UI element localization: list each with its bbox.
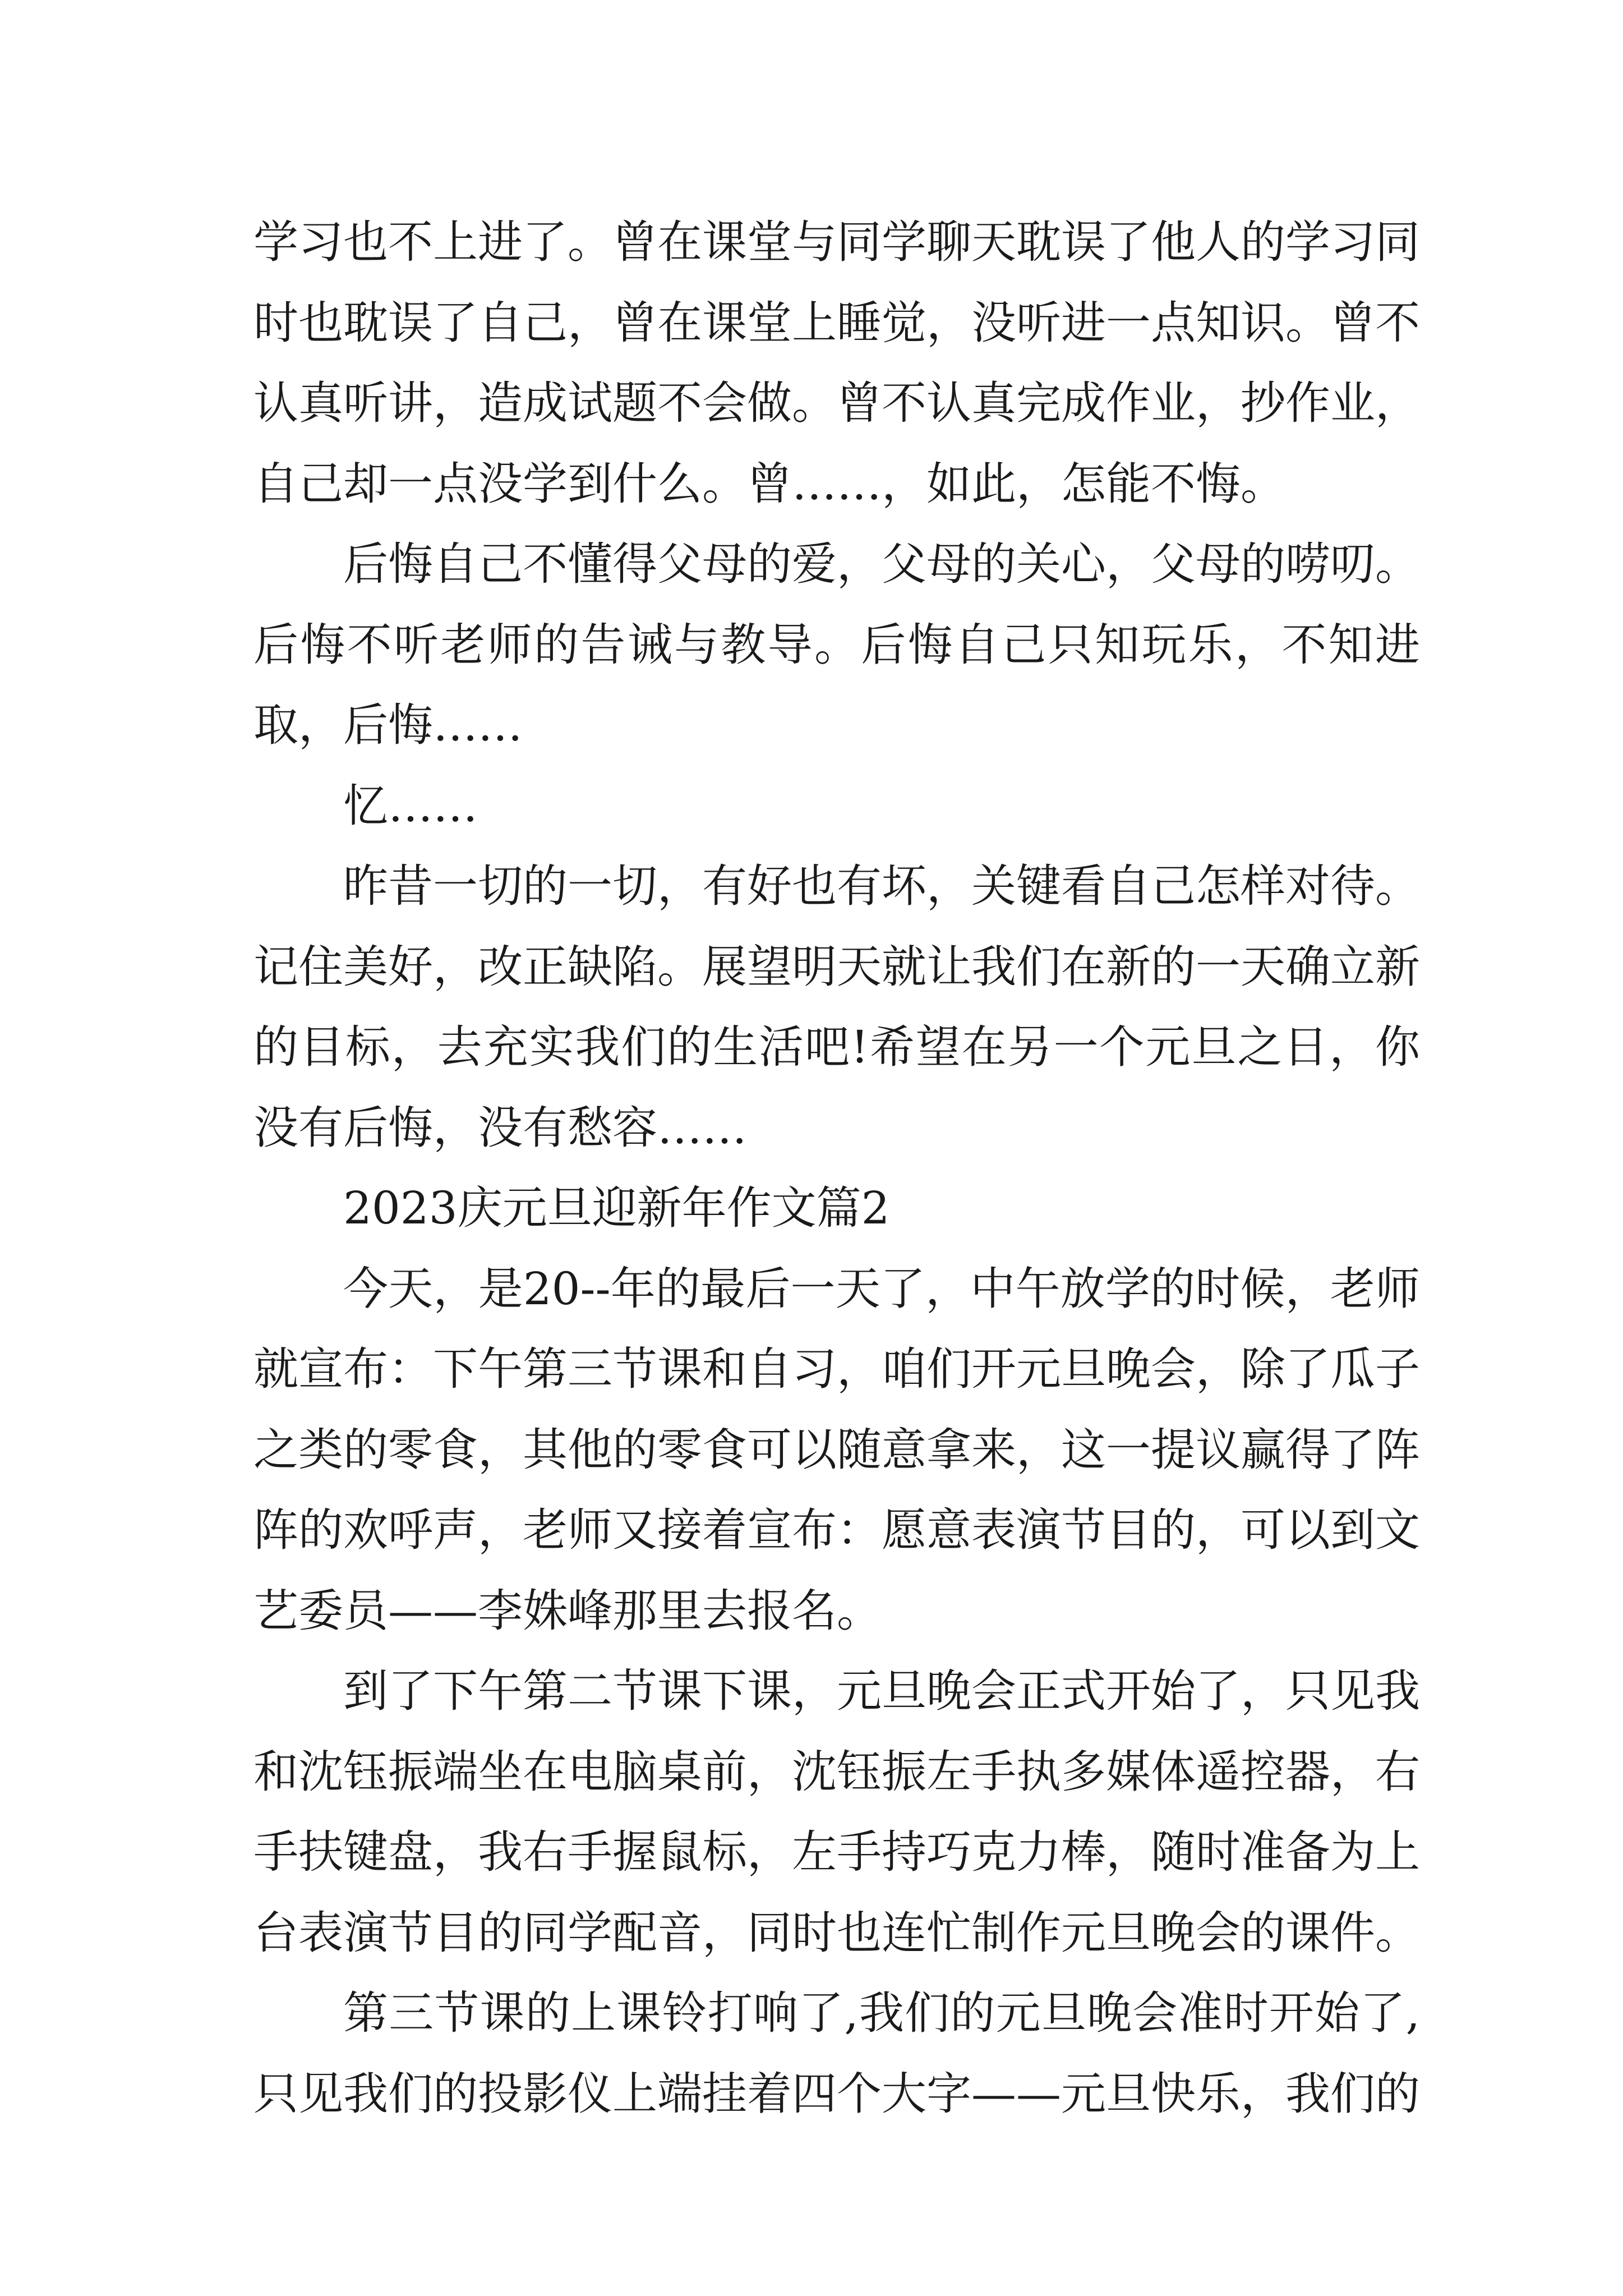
- body-text: [253, 202, 1420, 2134]
- paragraph-4: 昨昔一切的一切，有好也有坏，关键看自己怎样对待。记住美好，改正缺陷。展望明天就让我们在新的一天确立新的目标，去充实我们的生活吧!希望在另一个元旦之日，你没有后悔，没有愁容……: [253, 860, 1420, 1154]
- paragraph-5: 今天，是20--年的最后一天了，中午放学的时候，老师就宣布：下午第三节课和自习，咱们开元旦晚会，除了瓜子之类的零食，其他的零食可以随意拿来，这一提议赢得了阵阵的欢呼声，老师又接着宣布：愿意表演节目的，可以到文艺委员——李姝峰那里去报名。: [253, 1262, 1420, 1637]
- section-heading: 2023庆元旦迎新年作文篇2: [343, 1182, 890, 1234]
- paragraph-1: 学习也不上进了。曾在课堂与同学聊天耽误了他人的学习同时也耽误了自己，曾在课堂上睡觉，没听进一点知识。曾不认真听讲，造成试题不会做。曾不认真完成作业，抄作业，自己却一点没学到什么。曾……，如此，怎能不悔。: [253, 216, 1420, 510]
- paragraph-7: 第三节课的上课铃打响了,我们的元旦晚会准时开始了,只见我们的投影仪上端挂着四个大字——元旦快乐，我们的: [253, 1987, 1420, 2120]
- paragraph-2: 后悔自己不懂得父母的爱，父母的关心，父母的唠叨。后悔不听老师的告诫与教导。后悔自己只知玩乐，不知进取，后悔……: [253, 538, 1420, 751]
- paragraph-6: 到了下午第二节课下课，元旦晚会正式开始了，只见我和沈钰振端坐在电脑桌前，沈钰振左手执多媒体遥控器，右手扶键盘，我右手握鼠标，左手持巧克力棒，随时准备为上台表演节目的同学配音，同时也连忙制作元旦晚会的课件。: [253, 1665, 1420, 1959]
- paragraph-3: 忆……: [343, 779, 478, 832]
